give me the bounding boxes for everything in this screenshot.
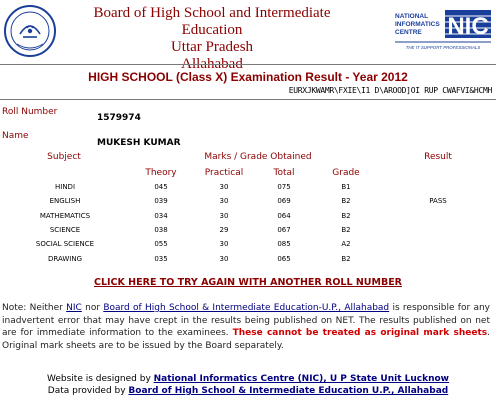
nic-line1: NATIONAL [395,13,429,20]
data-provided-prefix: Data provided by [47,386,129,396]
header-result: Result [424,152,452,162]
cell-theory: 039 [154,197,168,206]
cell-practical: 30 [219,254,229,263]
cell-total: 067 [277,225,291,234]
nic-letters: NIC [447,13,489,40]
cell-total: 085 [277,240,291,249]
header-divider [0,64,496,65]
cell-subject: HINDI [54,183,76,191]
note-text-3: is responsible for any inadvertent error that may have crept in the results being published on NET. The results published on net are for immediate information to the examinees. [2,303,490,338]
name-label: Name [2,131,29,141]
cell-subject: SCIENCE [49,225,81,234]
board-title-line1: Board of High School and Intermediate Education [93,5,331,38]
subheader-theory: Theory [145,168,177,178]
up-emblem-icon [3,4,57,58]
board-link[interactable]: Board of High School & Intermediate Education-U.P., Allahabad [103,303,390,313]
header-marks: Marks / Grade Obtained [204,152,312,162]
hindi-result-line: EURXJKWAMR\FXIE\I1 D\AROOD]OI RUP CWAFVI&HCMH [288,86,492,95]
board-title [62,5,362,73]
subheader-total: Total [273,168,295,178]
cell-practical: 30 [219,197,229,206]
cell-theory: 055 [154,240,168,249]
cell-grade: B2 [341,254,351,263]
note-warning: These cannot be treated as original mark sheets [232,328,488,338]
note-text-2: nor [81,303,104,313]
cell-practical: 30 [219,211,229,220]
board-title-line3: Allahabad [181,56,243,72]
roll-number-label: Roll Number [2,107,58,117]
cell-grade: B2 [341,211,351,220]
nic-link[interactable]: NIC [66,303,82,313]
note-text-4: . Original mark sheets are to be issued by the Board separately. [2,328,490,351]
cell-total: 075 [277,183,291,191]
cell-grade: B1 [341,183,351,191]
exam-title: HIGH SCHOOL (Class X) Examination Result - Year 2012 [88,70,408,84]
title-divider [0,99,496,100]
cell-practical: 30 [219,183,229,191]
roll-number-value: 1579974 [97,113,141,123]
data-provided-line [0,385,496,397]
page-header [0,0,496,72]
cell-total: 069 [277,197,291,206]
cell-theory: 034 [154,211,168,220]
note-text-1: Note: Neither [2,303,67,313]
cell-subject: SOCIAL SCIENCE [35,240,95,249]
nic-tagline: THE IT SUPPORT PROFESSIONALS [405,45,481,50]
cell-practical: 30 [219,240,229,249]
nic-lucknow-link[interactable]: National Informatics Centre (NIC), U P State Unit Lucknow [153,374,450,384]
disclaimer-note [2,302,490,352]
nic-line3: CENTRE [395,29,422,36]
cell-grade: A2 [341,240,351,249]
board-title-line2: Uttar Pradesh [170,39,254,55]
cell-total: 065 [277,254,291,263]
cell-subject: MATHEMATICS [39,211,91,220]
nic-line2: INFORMATICS [395,21,440,28]
cell-theory: 038 [154,225,168,234]
cell-grade: B2 [341,197,351,206]
cell-theory: 045 [154,183,168,191]
cell-practical: 29 [219,225,229,234]
subheader-practical: Practical [204,168,244,178]
board-allahabad-link[interactable]: Board of High School & Intermediate Education U.P., Allahabad [128,386,449,396]
cell-theory: 035 [154,254,168,263]
cell-grade: B2 [341,225,351,234]
nic-logo [393,8,493,52]
nic-logo-icon [393,8,493,52]
cell-result: PASS [429,197,447,206]
page-footer [0,373,496,397]
designed-by-prefix: Website is designed by [46,374,154,384]
try-again-link[interactable]: CLICK HERE TO TRY AGAIN WITH ANOTHER ROLL NUMBER [93,277,403,288]
name-value: MUKESH KUMAR [97,138,181,148]
subheader-grade: Grade [332,168,360,178]
cell-subject: ENGLISH [49,197,81,206]
designed-by-line [0,373,496,385]
cell-subject: DRAWING [47,254,83,263]
cell-total: 064 [277,211,291,220]
header-subject: Subject [47,152,81,162]
